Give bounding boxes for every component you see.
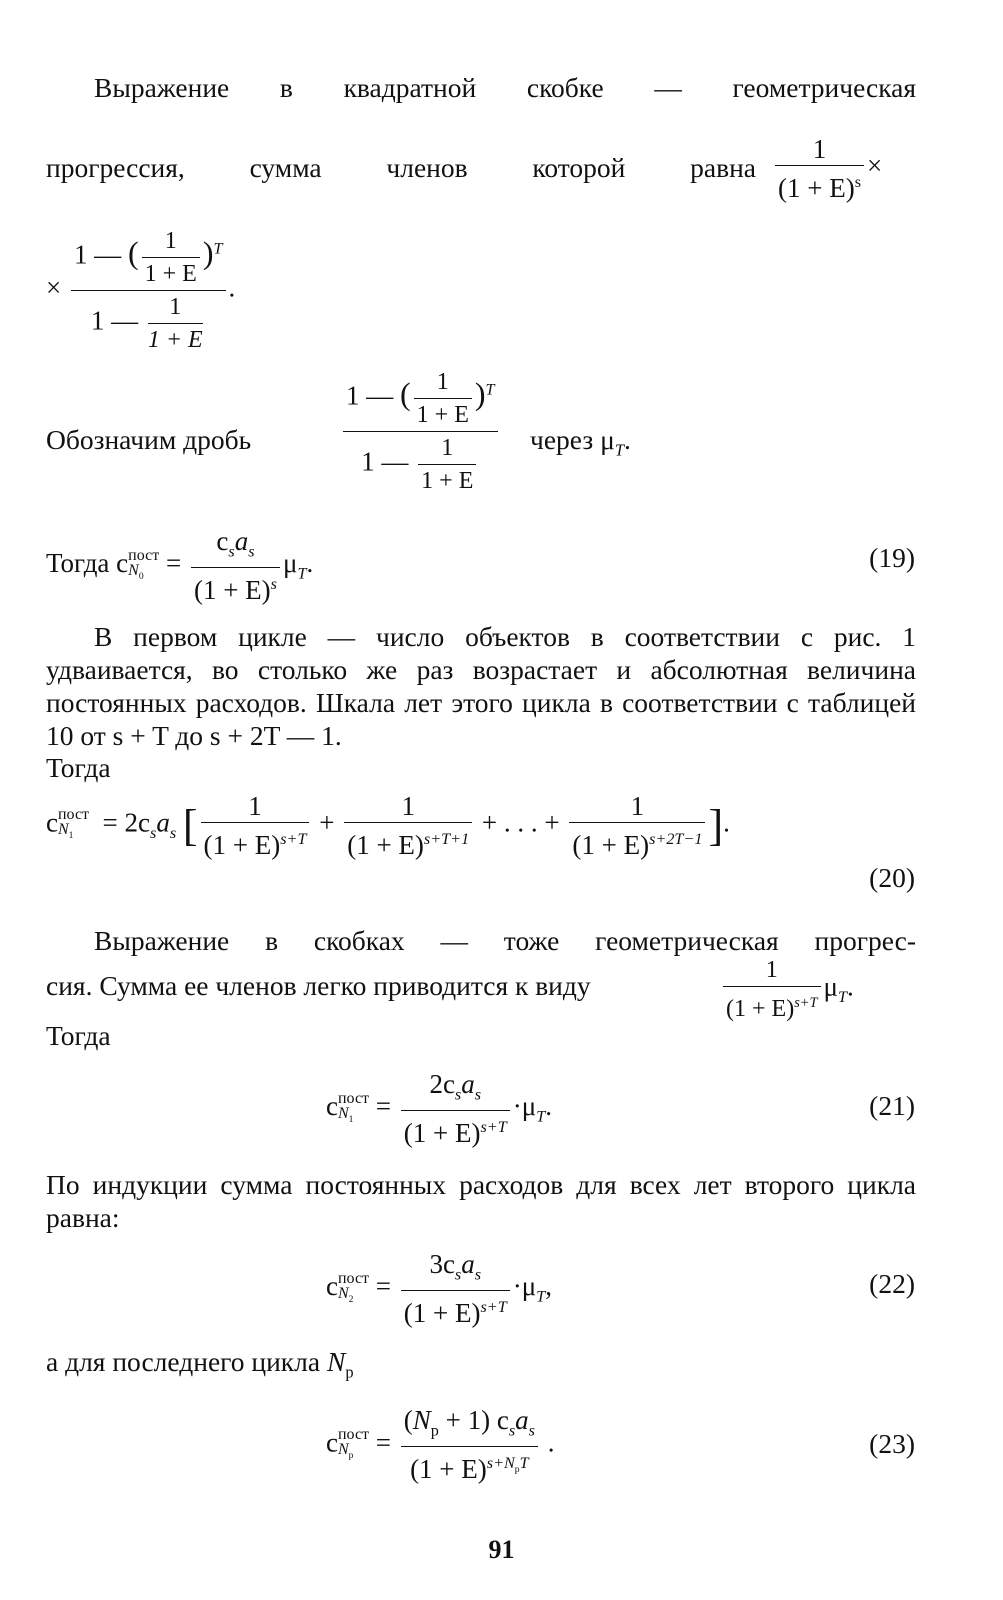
equals-sign: = xyxy=(165,547,182,578)
exponent: s+T xyxy=(280,830,307,848)
exponent: s+N xyxy=(486,1454,515,1473)
symbol-c: c xyxy=(326,1270,338,1301)
plus-sign: + xyxy=(319,807,335,838)
one-minus: 1 — xyxy=(346,380,394,411)
numerator: $2c_sa_s$ xyxy=(401,1068,510,1111)
numerator: 1 — ( $\frac{1}{1 + E}$ )$^T$ xyxy=(71,225,226,291)
formula-eq23 xyxy=(326,1404,554,1487)
symbol-c: c xyxy=(326,1427,338,1458)
numerator: 1 xyxy=(775,133,864,166)
base: (1 + E) xyxy=(347,830,424,860)
subscript: p xyxy=(430,1421,439,1440)
denominator: 1 + E xyxy=(416,402,469,428)
numerator: $c_sa_s$ xyxy=(191,525,280,568)
text-line: Обозначим дробь xyxy=(46,424,252,455)
exponent-end: T xyxy=(519,1454,529,1473)
subscript-index: 0 xyxy=(138,570,144,582)
page-number: 91 xyxy=(488,1535,515,1564)
period: . xyxy=(624,424,631,455)
period: . xyxy=(545,1090,552,1121)
subscript: N xyxy=(57,821,69,839)
symbol-N: N xyxy=(326,1346,346,1377)
base: (1 + E) xyxy=(726,996,795,1022)
subscript: p xyxy=(345,1362,354,1382)
denominator xyxy=(401,1447,538,1486)
numerator: $3c_sa_s$ xyxy=(401,1248,510,1291)
exponent: s+2T−1 xyxy=(649,830,703,848)
denominator: 1 + E xyxy=(421,468,474,494)
numerator: 1 — ( $\frac{1}{1 + E}$ )$^T$ xyxy=(343,366,498,432)
inner-fraction xyxy=(418,432,476,497)
equation-number: (21) xyxy=(869,1090,915,1121)
subscript: N xyxy=(337,1104,349,1122)
numerator: 1 xyxy=(148,291,203,324)
denominator xyxy=(71,291,226,356)
subscript-index: 2 xyxy=(348,1293,354,1305)
formula-inline xyxy=(720,954,854,1025)
fraction xyxy=(401,1404,538,1487)
text-line: прогрессия, сумма членов которой равна xyxy=(46,152,756,183)
paragraph: В первом цикле — число объектов в соответствии с рис. 1 удваивается, во столько же раз возрастает и абсолютная величина постоянных расходов. Шкала лет этого цикла в соответствии с таблицей 10 от s + T до s + 2T — 1. xyxy=(46,621,916,751)
text: через μ xyxy=(530,424,615,455)
one-minus: 1 — xyxy=(90,305,139,336)
inner-fraction xyxy=(142,225,200,290)
superscript: пост xyxy=(337,1269,370,1287)
fraction xyxy=(775,133,864,204)
comma: , xyxy=(545,1270,552,1301)
exponent: T xyxy=(213,239,223,258)
symbol-c: c xyxy=(116,547,129,578)
period: . xyxy=(547,1427,555,1458)
denominator xyxy=(201,823,310,861)
text: а для последнего цикла xyxy=(46,1346,321,1377)
equation-number: (23) xyxy=(869,1428,915,1459)
symbol-mu: μ xyxy=(823,971,838,1002)
subscript: N xyxy=(128,561,139,579)
text: Тогда xyxy=(46,547,110,578)
base: (1 + E) xyxy=(410,1454,487,1485)
fraction xyxy=(201,790,310,861)
numerator: 1 xyxy=(201,790,310,823)
symbol-mu: μ xyxy=(521,1090,537,1121)
period: . xyxy=(847,971,854,1002)
fraction xyxy=(191,525,280,606)
superscript: пост xyxy=(337,1089,370,1107)
subscript-index: 1 xyxy=(348,1113,354,1125)
numerator: 1 xyxy=(344,790,472,823)
denominator xyxy=(775,166,864,204)
exponent: s+T xyxy=(794,995,818,1011)
base: (1 + E) xyxy=(193,575,271,606)
formula-inline xyxy=(772,133,882,204)
coefficient: 2 xyxy=(124,807,139,838)
paragraph: По индукции сумма постоянных расходов для всех лет второго цикла равна: xyxy=(46,1169,916,1233)
subscript: T xyxy=(838,988,848,1007)
denominator xyxy=(344,823,472,861)
numerator: 1 xyxy=(723,954,821,987)
equals-sign: = xyxy=(102,807,118,838)
symbol-mu: μ xyxy=(282,547,298,578)
base: (1 + E) xyxy=(572,830,650,860)
text-line: Тогда xyxy=(46,1020,111,1051)
period: . xyxy=(723,807,730,838)
fraction xyxy=(71,225,226,356)
formula-eq19 xyxy=(46,525,313,606)
subscript: N xyxy=(337,1284,349,1302)
base: (1 + E) xyxy=(403,1298,481,1329)
symbol-mu: μ xyxy=(521,1270,537,1301)
fraction xyxy=(401,1248,510,1329)
subscript: T xyxy=(536,1287,546,1306)
fraction xyxy=(723,954,821,1025)
ellipsis: + . . . + xyxy=(481,807,560,838)
symbol-c: c xyxy=(216,526,229,556)
numerator-text: + 1) c xyxy=(438,1405,509,1435)
superscript: пост xyxy=(337,1426,370,1444)
denominator xyxy=(343,432,498,497)
text-line: сия. Сумма ее членов легко приводится к виду xyxy=(46,970,591,1001)
exponent: s+T+1 xyxy=(423,830,470,848)
text-line xyxy=(530,424,631,461)
subscript: N xyxy=(337,1441,349,1459)
symbol-c: c xyxy=(326,1090,338,1121)
exponent: s+T xyxy=(480,1118,507,1137)
subscript: T xyxy=(297,564,307,583)
numerator: 1 xyxy=(418,432,476,465)
equation-number: (20) xyxy=(869,862,915,893)
formula-eq20: c пост $N_1$ = $2c_sa_s$ [ $\frac{1}{(1 + E)^{s+T}}$ + $\frac{1}{(1 + E)^{s+T+1}}$ + . . . + $\frac{1}{(1 + E)^{s+2T-1}}$ ]. xyxy=(46,791,730,860)
one-minus: 1 — xyxy=(361,446,409,477)
formula-eq22: c пост $N_2$ = $\frac{3c_sa_s}{(1 + E)^{s+T}}$ $\cdot\mu_T$, xyxy=(326,1249,552,1329)
equals-sign: = xyxy=(375,1270,392,1301)
fraction xyxy=(401,1068,510,1149)
numerator: 1 xyxy=(142,225,200,258)
exponent: T xyxy=(485,380,495,399)
fraction xyxy=(569,790,705,861)
exponent: s+T xyxy=(480,1298,507,1317)
exponent-subscript: p xyxy=(514,1464,520,1476)
subscript: T xyxy=(536,1107,546,1126)
one-minus: 1 — xyxy=(73,239,122,270)
equation-number: (19) xyxy=(869,542,915,573)
denominator: 1 + E xyxy=(147,327,203,353)
text-line: Выражение в скобках — тоже геометрическая прогрес- xyxy=(94,925,916,956)
subscript-index: 1 xyxy=(68,830,74,842)
superscript: пост xyxy=(57,806,90,824)
equals-sign: = xyxy=(375,1090,392,1121)
period: . xyxy=(306,547,314,578)
symbol-N: N xyxy=(412,1405,431,1435)
numerator: 1 xyxy=(569,790,705,823)
exponent: s xyxy=(270,575,277,594)
denominator xyxy=(569,823,705,861)
inner-fraction xyxy=(414,366,472,431)
times-sign: × xyxy=(46,272,62,303)
times-sign: × xyxy=(867,150,883,181)
text-line xyxy=(46,1346,354,1383)
period: . xyxy=(228,272,236,303)
formula-eq21: c пост $N_1$ = $\frac{2c_sa_s}{(1 + E)^{s+T}}$ $\cdot\mu_T$. xyxy=(326,1069,552,1149)
subscript-index: p xyxy=(348,1450,354,1462)
coefficient: 3 xyxy=(429,1249,443,1279)
coefficient: 2 xyxy=(429,1069,443,1099)
fraction xyxy=(343,366,498,497)
denominator xyxy=(723,987,821,1025)
inner-fraction xyxy=(148,291,203,356)
text-line: Выражение в квадратной скобке — геометрическая xyxy=(94,72,916,103)
base: (1 + E) xyxy=(778,173,855,203)
equation-number: (22) xyxy=(869,1268,915,1299)
formula-display xyxy=(340,366,501,497)
formula-display xyxy=(46,225,235,356)
base: (1 + E) xyxy=(203,830,281,860)
fraction xyxy=(344,790,472,861)
symbol-c: c xyxy=(46,807,58,838)
numerator: 1 xyxy=(414,366,472,399)
equals-sign: = xyxy=(375,1427,392,1458)
superscript: пост xyxy=(128,546,160,564)
denominator xyxy=(401,1111,510,1149)
denominator xyxy=(191,568,280,606)
subscript: T xyxy=(614,440,624,460)
numerator: $(N_p + 1)$ $c_sa_s$ xyxy=(401,1404,538,1447)
text-line: Тогда xyxy=(46,752,111,783)
denominator xyxy=(401,1291,510,1329)
base: (1 + E) xyxy=(403,1118,481,1149)
denominator: 1 + E xyxy=(144,261,197,287)
exponent: s xyxy=(854,173,862,191)
